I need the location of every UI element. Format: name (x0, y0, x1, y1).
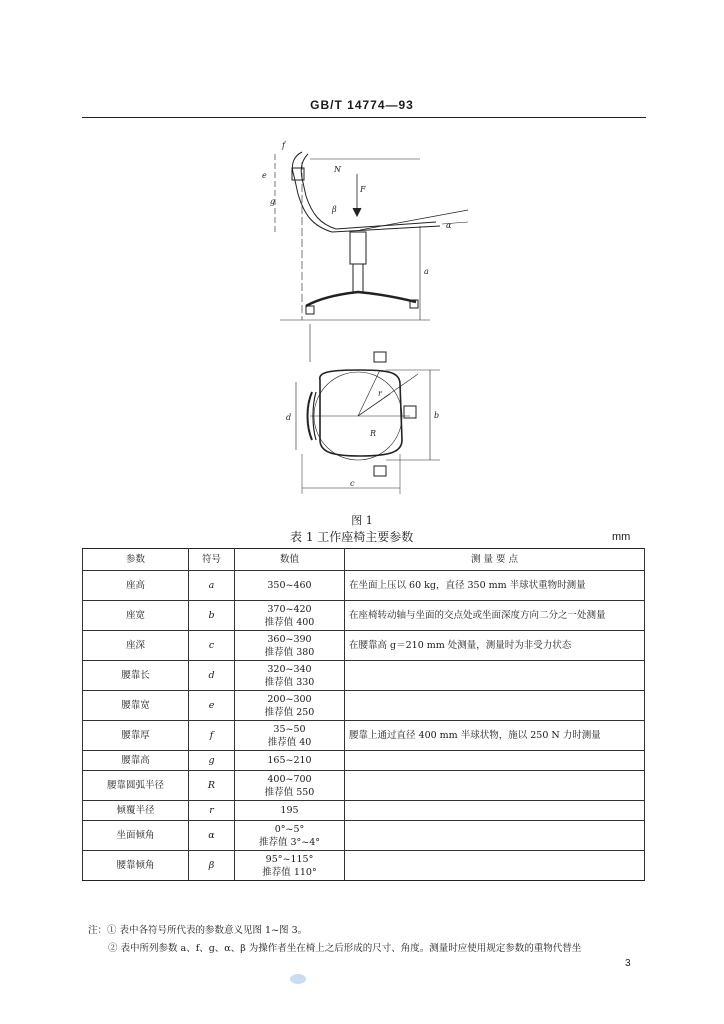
note-2: ② 表中所列参数 a、f、g、α、β 为操作者坐在椅上之后形成的尺寸、角度。测量时应使用规定参数的重物代替坐 (108, 943, 582, 954)
cell-param: 座深 (83, 631, 189, 661)
chair-figure (240, 134, 480, 506)
label-d: d (286, 413, 292, 422)
cell-symbol: α (189, 821, 235, 851)
cell-param: 座高 (83, 571, 189, 601)
seat-top-view (320, 370, 402, 456)
cell-point (345, 851, 645, 881)
label-e: e (262, 171, 267, 180)
label-r: r (378, 389, 382, 398)
cell-param: 腰靠宽 (83, 691, 189, 721)
table-row (83, 821, 645, 851)
label-f: f (282, 141, 285, 150)
cell-param: 倾覆半径 (83, 801, 189, 821)
header-rule (82, 117, 646, 118)
header-point: 测 量 要 点 (345, 549, 645, 571)
cell-value (235, 661, 345, 691)
cell-point: 在座椅转动轴与坐面的交点处或坐面深度方向二分之一处测量 (345, 601, 645, 631)
table-row (83, 851, 645, 881)
label-R: R (370, 429, 377, 438)
seat-column-lower (353, 264, 363, 292)
cell-symbol: b (189, 601, 235, 631)
standard-code: GB/T 14774—93 (310, 98, 414, 112)
label-beta: β (332, 205, 337, 214)
figure-caption: 图 1 (351, 514, 373, 527)
cell-point (345, 821, 645, 851)
table-row (83, 691, 645, 721)
cell-param: 腰靠圆弧半径 (83, 771, 189, 801)
value-recommended: 推荐值 250 (264, 706, 315, 718)
cell-value (235, 851, 345, 881)
chair-base (306, 292, 416, 306)
cell-param: 座宽 (83, 601, 189, 631)
table-row (83, 721, 645, 751)
table-row (83, 601, 645, 631)
cell-param: 坐面倾角 (83, 821, 189, 851)
table-unit: mm (612, 531, 631, 543)
note-1: 注：① 表中各符号所代表的参数意义见图 1~图 3。 (88, 925, 308, 936)
table-notes (88, 922, 648, 958)
label-g: g (270, 197, 276, 206)
cell-point (345, 751, 645, 771)
table-row (83, 571, 645, 601)
cell-value (235, 801, 345, 821)
label-c: c (350, 479, 355, 488)
cell-symbol: r (189, 801, 235, 821)
value-recommended: 推荐值 400 (264, 616, 315, 628)
value-recommended: 推荐值 330 (264, 676, 315, 688)
watermark-stamp-icon (288, 972, 308, 986)
label-N: N (334, 165, 341, 174)
table-row (83, 771, 645, 801)
cell-value (235, 571, 345, 601)
cell-symbol: a (189, 571, 235, 601)
cell-value (235, 601, 345, 631)
table-row (83, 661, 645, 691)
table-row (83, 751, 645, 771)
header-param: 参数 (83, 549, 189, 571)
label-F: F (360, 185, 366, 194)
cell-value (235, 771, 345, 801)
chair-side-inner (301, 154, 436, 229)
value-range: 0°~5° (274, 823, 305, 835)
cell-param: 腰靠倾角 (83, 851, 189, 881)
cell-point: 在腰靠高 g＝210 mm 处测量，测量时为非受力状态 (345, 631, 645, 661)
header-value: 数值 (235, 549, 345, 571)
cell-symbol: e (189, 691, 235, 721)
cell-value (235, 691, 345, 721)
header-symbol: 符号 (189, 549, 235, 571)
value-recommended: 推荐值 380 (264, 646, 315, 658)
value-range: 200~300 (267, 693, 312, 705)
value-range: 350~460 (267, 580, 312, 591)
cell-symbol: d (189, 661, 235, 691)
cell-symbol: g (189, 751, 235, 771)
cell-point (345, 661, 645, 691)
value-range: 400~700 (267, 773, 312, 785)
page-number: 3 (625, 958, 631, 969)
value-recommended: 推荐值 40 (267, 736, 312, 748)
value-range: 370~420 (267, 603, 312, 615)
value-range: 320~340 (267, 663, 312, 675)
cell-symbol: f (189, 721, 235, 751)
cell-value (235, 631, 345, 661)
label-a: a (424, 267, 429, 276)
value-range: 360~390 (267, 633, 312, 645)
chair-side-outline (292, 152, 440, 232)
cell-point (345, 771, 645, 801)
value-range: 195 (280, 805, 299, 816)
cell-value (235, 721, 345, 751)
value-range: 95°~115° (265, 853, 314, 865)
value-recommended: 推荐值 110° (262, 866, 317, 878)
cell-symbol: β (189, 851, 235, 881)
value-recommended: 推荐值 550 (264, 786, 315, 798)
cell-value (235, 821, 345, 851)
seat-column-upper (350, 232, 366, 264)
parameters-table (82, 548, 645, 881)
value-range: 165~210 (267, 755, 312, 766)
table-row (83, 631, 645, 661)
cell-symbol: c (189, 631, 235, 661)
table-title: 表 1 工作座椅主要参数 (290, 530, 414, 544)
cell-symbol: R (189, 771, 235, 801)
cell-point: 在坐面上压以 60 kg，直径 350 mm 半球状重物时测量 (345, 571, 645, 601)
table-header-row (83, 549, 645, 571)
value-recommended: 推荐值 3°~4° (258, 836, 321, 848)
label-b: b (434, 411, 440, 420)
cell-point (345, 801, 645, 821)
cell-value (235, 751, 345, 771)
cell-param: 腰靠厚 (83, 721, 189, 751)
cell-param: 腰靠长 (83, 661, 189, 691)
table-row (83, 801, 645, 821)
cell-param: 腰靠高 (83, 751, 189, 771)
cell-point: 腰靠上通过直径 400 mm 半球状物，施以 250 N 力时测量 (345, 721, 645, 751)
value-range: 35~50 (273, 723, 306, 735)
cell-point (345, 691, 645, 721)
label-alpha: α (446, 221, 452, 230)
